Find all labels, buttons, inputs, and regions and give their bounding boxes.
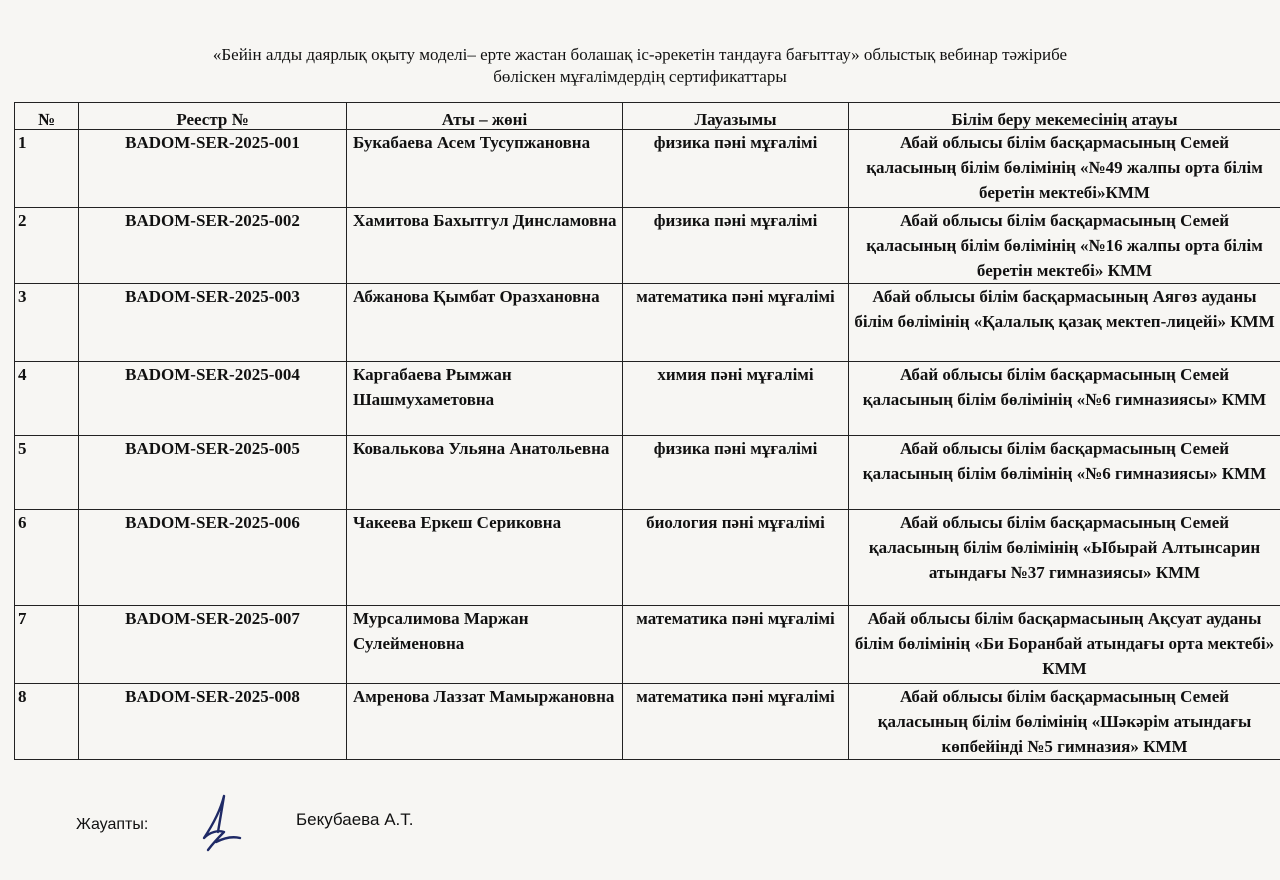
- row-registry: BADOM-SER-2025-002: [79, 208, 347, 284]
- table-row: [15, 130, 1280, 208]
- row-num: 8: [15, 684, 79, 760]
- row-registry: BADOM-SER-2025-007: [79, 606, 347, 684]
- row-num: 4: [15, 362, 79, 436]
- table-row: [15, 436, 1280, 510]
- row-position: математика пәні мұғалімі: [623, 684, 849, 760]
- row-name: Ковалькова Ульяна Анатольевна: [347, 436, 623, 510]
- row-position: биология пәні мұғалімі: [623, 510, 849, 606]
- row-institution: Абай облысы білім басқармасының Семей қаласының білім бөлімінің «№6 гимназиясы» КММ: [849, 362, 1280, 436]
- header-position: Лауазымы: [623, 103, 849, 130]
- row-num: 6: [15, 510, 79, 606]
- row-position: физика пәні мұғалімі: [623, 130, 849, 208]
- row-position: химия пәні мұғалімі: [623, 362, 849, 436]
- row-num: 3: [15, 284, 79, 362]
- header-num: №: [15, 103, 79, 130]
- table-row: [15, 362, 1280, 436]
- row-registry: BADOM-SER-2025-008: [79, 684, 347, 760]
- row-institution: Абай облысы білім басқармасының Аягөз ауданы білім бөлімінің «Қалалық қазақ мектеп-лицейі» КММ: [849, 284, 1280, 362]
- certificates-table: [14, 102, 1280, 760]
- row-name: Абжанова Қымбат Оразхановна: [347, 284, 623, 362]
- signature-icon: [194, 792, 248, 859]
- row-position: математика пәні мұғалімі: [623, 606, 849, 684]
- header-institution: Білім беру мекемесінің атауы: [849, 103, 1280, 130]
- row-num: 1: [15, 130, 79, 208]
- header-registry: Реестр №: [79, 103, 347, 130]
- row-position: математика пәні мұғалімі: [623, 284, 849, 362]
- row-institution: Абай облысы білім басқармасының Семей қаласының білім бөлімінің «№49 жалпы орта білім беретін мектебі»КММ: [849, 130, 1280, 208]
- header-name: Аты – жөні: [347, 103, 623, 130]
- row-institution: Абай облысы білім басқармасының Семей қаласының білім бөлімінің «Шәкәрім атындағы көпбейінді №5 гимназия» КММ: [849, 684, 1280, 760]
- table-row: [15, 510, 1280, 606]
- row-registry: BADOM-SER-2025-004: [79, 362, 347, 436]
- row-registry: BADOM-SER-2025-005: [79, 436, 347, 510]
- row-institution: Абай облысы білім басқармасының Семей қаласының білім бөлімінің «№16 жалпы орта білім беретін мектебі» КММ: [849, 208, 1280, 284]
- row-name: Букабаева Асем Тусупжановна: [347, 130, 623, 208]
- table-header-row: [15, 103, 1280, 130]
- row-num: 5: [15, 436, 79, 510]
- row-institution: Абай облысы білім басқармасының Семей қаласының білім бөлімінің «№6 гимназиясы» КММ: [849, 436, 1280, 510]
- row-registry: BADOM-SER-2025-006: [79, 510, 347, 606]
- document-title: [60, 44, 1220, 88]
- title-line-2: бөліскен мұғалімдердің сертификаттары: [493, 67, 787, 86]
- row-name: Чакеева Еркеш Сериковна: [347, 510, 623, 606]
- table-row: [15, 684, 1280, 760]
- table-row: [15, 606, 1280, 684]
- row-registry: BADOM-SER-2025-001: [79, 130, 347, 208]
- signer-name: Бекубаева А.Т.: [296, 810, 414, 829]
- row-registry: BADOM-SER-2025-003: [79, 284, 347, 362]
- title-line-1: «Бейін алды даярлық оқыту моделі– ерте жастан болашақ іс-әрекетін тандауға бағыттау» облыстық вебинар тәжірибе: [212, 45, 1068, 64]
- responsible-label: Жауапты:: [76, 816, 149, 833]
- row-position: физика пәні мұғалімі: [623, 436, 849, 510]
- row-name: Хамитова Бахытгул Динсламовна: [347, 208, 623, 284]
- row-name: Мурсалимова Маржан Сулейменовна: [347, 606, 623, 684]
- row-name: Амренова Лаззат Мамыржановна: [347, 684, 623, 760]
- table-row: [15, 284, 1280, 362]
- row-institution: Абай облысы білім басқармасының Ақсуат ауданы білім бөлімінің «Би Боранбай атындағы орта мектебі» КММ: [849, 606, 1280, 684]
- row-position: физика пәні мұғалімі: [623, 208, 849, 284]
- row-name: Каргабаева Рымжан Шашмухаметовна: [347, 362, 623, 436]
- table-row: [15, 208, 1280, 284]
- row-institution: Абай облысы білім басқармасының Семей қаласының білім бөлімінің «Ыбырай Алтынсарин атындағы №37 гимназиясы» КММ: [849, 510, 1280, 606]
- row-num: 7: [15, 606, 79, 684]
- row-num: 2: [15, 208, 79, 284]
